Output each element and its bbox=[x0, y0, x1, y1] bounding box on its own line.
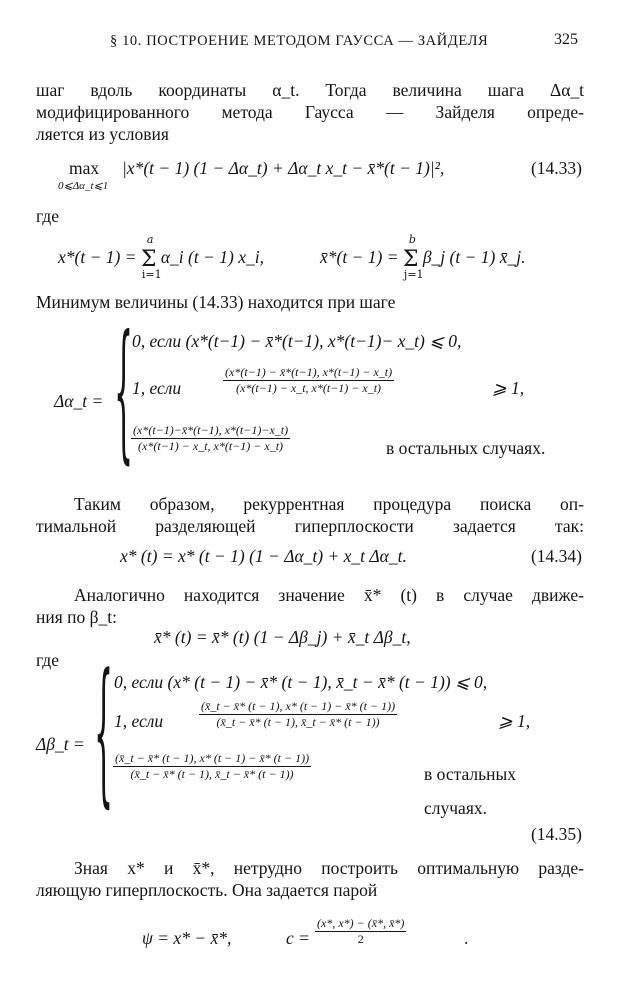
case-other-fraction bbox=[110, 751, 314, 782]
text-line: ния по β_t: bbox=[36, 606, 118, 627]
sum-rhs-alpha: α_i (t − 1) x_i, bbox=[160, 247, 264, 267]
case-other-suffix: в остальных случаях. bbox=[386, 438, 546, 458]
page-number: 325 bbox=[554, 31, 578, 48]
summation-sign: Σ a i=1 bbox=[140, 233, 162, 281]
delta-beta-lhs: Δβ_t = bbox=[36, 734, 85, 754]
equation-sum-beta bbox=[320, 233, 526, 281]
sum-upper-limit: b bbox=[408, 233, 416, 246]
word-where: где bbox=[36, 206, 59, 226]
equation-number-14-33: (14.33) bbox=[530, 158, 582, 178]
text-line: Зная x* и x̄*, нетрудно построить оптимальную разде- bbox=[74, 858, 584, 878]
paragraph-analogous bbox=[36, 585, 584, 629]
equation-xbar-update: x̄* (t) = x̄* (t) (1 − Δβ_j) + x̄_t Δβ_t, bbox=[154, 627, 411, 647]
fraction-denominator: (x*(t−1) − x_t, x*(t−1) − x_t) bbox=[138, 439, 284, 453]
equation-sum-alpha bbox=[58, 233, 264, 281]
case-one-prefix: 1, если bbox=[114, 711, 164, 731]
summation-sign: Σ b j=1 bbox=[402, 233, 424, 281]
sum-rhs-beta: β_j (t − 1) x̄_j. bbox=[422, 247, 526, 267]
case-one-fraction bbox=[220, 365, 397, 396]
equation-c-fraction bbox=[312, 916, 409, 947]
fraction-denominator: 2 bbox=[357, 932, 364, 946]
running-header: § 10. ПОСТРОЕНИЕ МЕТОДОМ ГАУССА — ЗАЙДЕЛЯ bbox=[110, 33, 489, 49]
fraction-numerator: (x*(t−1)−x̄*(t−1), x*(t−1)−x_t) bbox=[133, 423, 289, 437]
case-zero: 0, если (x*(t−1) − x̄*(t−1), x*(t−1)− x_t) ⩽ 0, bbox=[132, 331, 462, 351]
text-line: тимальной разделяющей гиперплоскости задается так: bbox=[36, 515, 584, 536]
fraction-numerator: (x*, x*) − (x̄*, x̄*) bbox=[317, 916, 405, 930]
case-other-suffix-cont: случаях. bbox=[424, 798, 487, 818]
delta-alpha-lhs: Δα_t = bbox=[54, 391, 104, 411]
sum-lower-limit: i=1 bbox=[141, 268, 162, 281]
case-other-suffix: в остальных bbox=[424, 764, 516, 784]
sum-lhs-x: x*(t − 1) = bbox=[58, 247, 137, 267]
fraction-numerator: (x̄_t − x̄* (t − 1), x* (t − 1) − x̄* (t − 1)) bbox=[115, 751, 310, 765]
case-other-fraction bbox=[128, 423, 293, 454]
case-one-suffix: ⩾ 1, bbox=[498, 711, 531, 731]
text-line: шаг вдоль координаты α_t. Тогда величина шага Δα_t bbox=[36, 80, 584, 100]
book-page bbox=[36, 0, 584, 990]
text-line: Таким образом, рекуррентная процедура поиска оп- bbox=[74, 494, 584, 514]
equation-c-period: . bbox=[464, 928, 469, 948]
left-brace: { bbox=[94, 644, 114, 827]
text-line: ляющую гиперплоскость. Она задается парой bbox=[36, 879, 378, 900]
paragraph-step-direction bbox=[36, 80, 584, 146]
equation-c-lhs: c = bbox=[286, 928, 310, 948]
fraction-denominator: (x̄_t − x̄* (t − 1), x̄_t − x̄* (t − 1)) bbox=[130, 767, 294, 781]
sum-upper-limit: a bbox=[146, 233, 154, 246]
fraction-denominator: (x*(t−1) − x_t, x*(t−1) − x_t) bbox=[236, 381, 382, 395]
fraction-numerator: (x*(t−1) − x̄*(t−1), x*(t−1) − x_t) bbox=[225, 365, 393, 379]
sum-lower-limit: j=1 bbox=[403, 268, 424, 281]
fraction-denominator: (x̄_t − x̄* (t − 1), x̄_t − x̄* (t − 1)) bbox=[216, 715, 380, 729]
text-line: модифицированного метода Гаусса — Зайделя опреде- bbox=[36, 101, 584, 122]
word-where: где bbox=[36, 650, 59, 670]
equation-number-14-34: (14.34) bbox=[530, 546, 582, 566]
case-zero: 0, если (x* (t − 1) − x̄* (t − 1), x̄_t − x̄* (t − 1)) ⩽ 0, bbox=[114, 672, 488, 692]
case-one-fraction bbox=[196, 699, 400, 730]
left-brace: { bbox=[114, 307, 134, 482]
case-one-prefix: 1, если bbox=[132, 378, 182, 398]
max-operator: max bbox=[69, 158, 100, 178]
paragraph-knowing bbox=[36, 858, 584, 902]
case-one-suffix: ⩾ 1, bbox=[492, 378, 525, 398]
max-subscript: 0⩽Δα_t⩽1 bbox=[58, 180, 109, 192]
sum-lhs-xbar: x̄*(t − 1) = bbox=[320, 247, 399, 267]
equation-psi: ψ = x* − x̄*, bbox=[142, 928, 232, 948]
equation-14-34: x* (t) = x* (t − 1) (1 − Δα_t) + x_t Δα_t. bbox=[120, 546, 407, 566]
paragraph-minimum: Минимум величины (14.33) находится при шаге bbox=[36, 292, 396, 312]
fraction-numerator: (x̄_t − x̄* (t − 1), x* (t − 1) − x̄* (t − 1)) bbox=[201, 699, 396, 713]
text-line: Аналогично находится значение x̄* (t) в случае движе- bbox=[74, 585, 584, 605]
equation-14-33: |x*(t − 1) (1 − Δα_t) + Δα_t x_t − x̄*(t − 1)|², bbox=[122, 158, 445, 178]
equation-number-14-35: (14.35) bbox=[530, 824, 582, 844]
text-line: ляется из условия bbox=[36, 123, 169, 144]
paragraph-recurrent bbox=[36, 494, 584, 538]
